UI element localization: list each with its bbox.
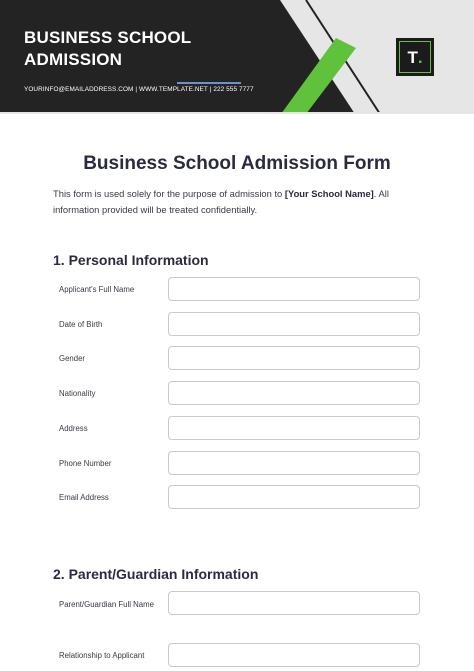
label-nationality: Nationality: [59, 389, 96, 398]
logo-dot: .: [417, 47, 423, 67]
label-relationship-to-applicant: Relationship to Applicant: [59, 651, 145, 660]
section-parent-guardian-title: 2. Parent/Guardian Information: [53, 566, 259, 582]
intro-text-start: This form is used solely for the purpose of admission to: [53, 188, 285, 199]
applicant-full-name-field[interactable]: [168, 277, 420, 301]
logo-mark: [399, 41, 431, 73]
header-title: [24, 27, 284, 71]
label-phone-number: Phone Number: [59, 459, 112, 468]
label-address: Address: [59, 424, 88, 433]
label-gender: Gender: [59, 354, 86, 363]
header-title-line2: ADMISSION: [24, 50, 123, 69]
relationship-to-applicant-field[interactable]: [168, 643, 420, 667]
school-name-placeholder: [Your School Name]: [284, 188, 374, 199]
header-accent-line: [177, 82, 241, 84]
email-address-field[interactable]: [168, 485, 420, 509]
label-email-address: Email Address: [59, 493, 109, 502]
brand-logo: [396, 38, 434, 76]
intro-text-end: . All information provided will be treated confidentially.: [53, 188, 389, 215]
document-header: [0, 0, 474, 114]
phone-number-field[interactable]: [168, 451, 420, 475]
form-intro: [53, 186, 433, 218]
label-date-of-birth: Date of Birth: [59, 320, 103, 329]
logo-letter: T: [407, 47, 418, 67]
label-applicant-full-name: Applicant's Full Name: [59, 285, 135, 294]
date-of-birth-field[interactable]: [168, 312, 420, 336]
gender-field[interactable]: [168, 346, 420, 370]
form-title: Business School Admission Form: [83, 153, 391, 174]
section-personal-information-title: 1. Personal Information: [53, 252, 209, 268]
header-title-line1: BUSINESS SCHOOL: [24, 28, 192, 47]
nationality-field[interactable]: [168, 381, 420, 405]
header-contact-info: YOURINFO@EMAILADDRESS.COM | WWW.TEMPLATE.NET | 222 555 7777: [24, 86, 254, 93]
label-parent-guardian-full-name: Parent/Guardian Full Name: [59, 600, 154, 609]
parent-guardian-full-name-field[interactable]: [168, 591, 420, 615]
address-field[interactable]: [168, 416, 420, 440]
